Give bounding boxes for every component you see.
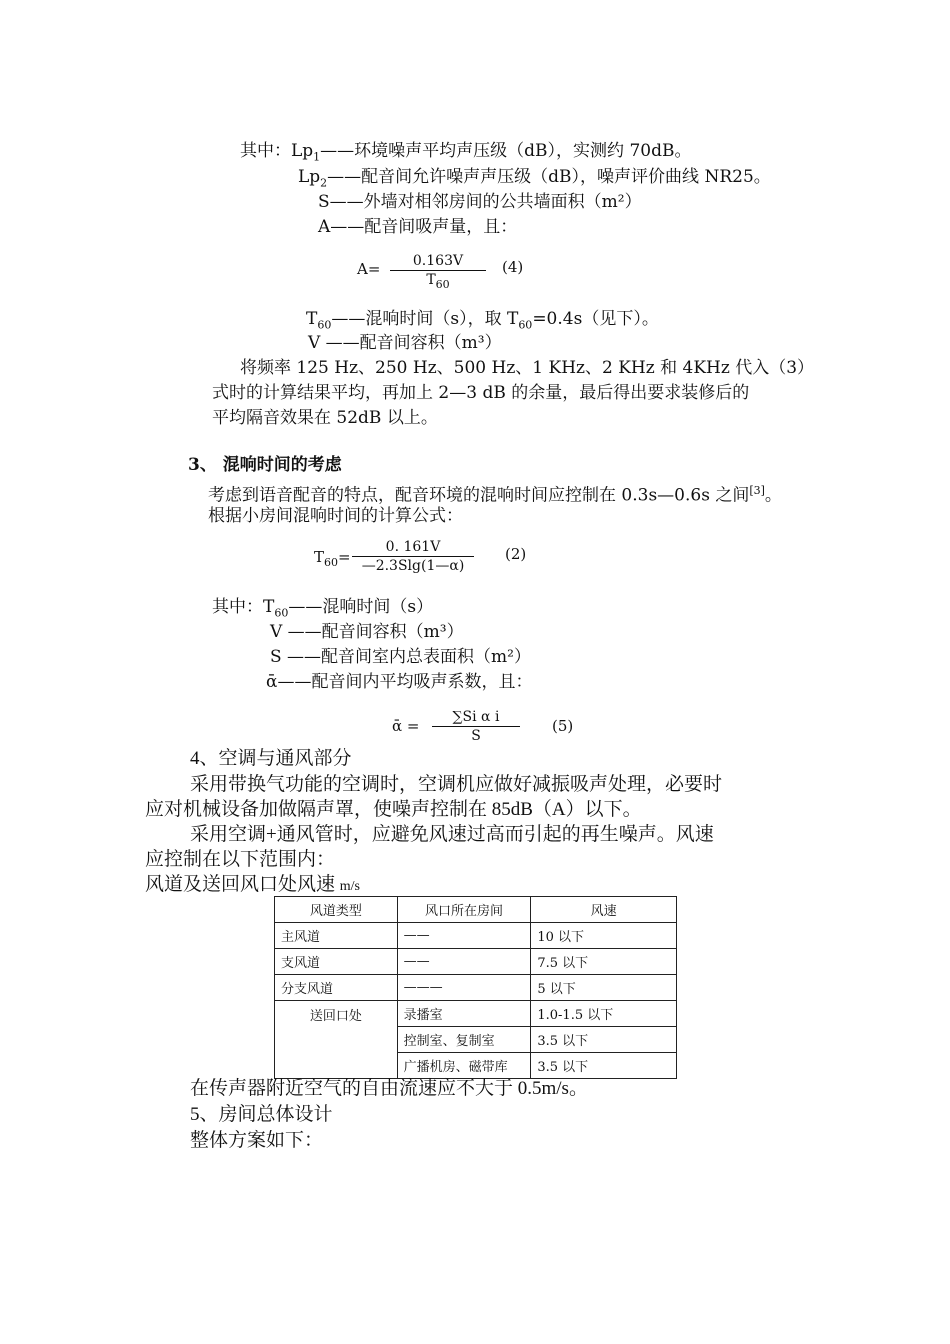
eq5-lhs: ᾱ = [392,717,420,735]
def-t60: $T_{60}——$混响时间（s），取 $T_{60}=0.4s$（见下）。 [306,309,659,332]
table-row [275,1001,677,1027]
section3-line1: 考虑到语音配音的特点，配音环境的混响时间应控制在 0.3s—0.6s 之间[3]。 [208,484,782,506]
para1-line3: 平均隔音效果在 52dB 以上。 [212,408,438,428]
table-cell: —— [397,923,531,949]
table-header: 风道类型 [275,897,398,923]
def-a: A——配音间吸声量，且： [318,217,518,237]
table-header-row [275,897,677,923]
section4-p2-line2: 应控制在以下范围内： [145,849,336,870]
section3-line2: 根据小房间混响时间的计算公式： [208,506,463,526]
table-header: 风速 [531,897,677,923]
section4-p1-line2: 应对机械设备加做隔声罩，使噪声控制在 85dB（A）以下。 [145,799,642,820]
def-lp1: 其中：$Lp_1——$环境噪声平均声压级（dB），实测约 70dB。 [240,141,692,164]
para1-line2: 式时的计算结果平均，再加上 2—3 dB 的余量，最后得出要求装修后的 [212,383,750,403]
eq4-number: (4) [502,258,524,276]
def-v: V ——配音间容积（m³） [308,333,502,353]
air-speed-table [274,896,677,1079]
def3-s: S ——配音间室内总表面积（m²） [270,647,531,667]
after-table-text: 在传声器附近空气的自由流速应不大于 0.5m/s。 [190,1078,588,1099]
table-caption: 风道及送回风口处风速 m/s [145,874,360,895]
eq4-fraction: $\frac{0.163V}{T_{60}}$ [390,252,486,294]
eq5-fraction: $\frac{\text{∑Si α i}}{S}$ [432,708,520,745]
table-header: 风口所在房间 [397,897,531,923]
table-cell: 10 以下 [531,923,677,949]
para1-line1: 将频率 125 Hz、250 Hz、500 Hz、1 KHz、2 KHz 和 4KHz 代入（3） [240,358,815,378]
section4-heading: 4、空调与通风部分 [190,748,352,769]
def-s: S——外墙对相邻房间的公共墙面积（m²） [318,192,642,212]
eq4-lhs: A= [357,260,381,278]
eq2-number: (2) [505,545,527,563]
def-lp2: $Lp_2——$配音间允许噪声声压级（dB），噪声评价曲线 NR25。 [298,167,771,190]
table-cell: 控制室、复制室 [397,1027,531,1053]
table-cell: 5 以下 [531,975,677,1001]
table-cell: ——— [397,975,531,1001]
section5-line1: 整体方案如下： [190,1130,324,1151]
section5-heading: 5、房间总体设计 [190,1104,333,1125]
table-cell: 录播室 [397,1001,531,1027]
table-cell: 3.5 以下 [531,1027,677,1053]
def3-v: V ——配音间容积（m³） [270,622,464,642]
table-cell: —— [397,949,531,975]
table-row [275,949,677,975]
table-cell: 支风道 [275,949,398,975]
section4-p2-line1: 采用空调+通风管时，应避免风速过高而引起的再生噪声。风速 [190,824,714,845]
table-cell: 分支风道 [275,975,398,1001]
table-row [275,923,677,949]
eq5-number: (5) [552,717,574,735]
table-cell: 广播机房、磁带库 [397,1053,531,1079]
table-group-label: 送回口处 [275,1001,398,1079]
def3-t60: 其中：$T_{60}——$混响时间（s） [212,597,434,620]
def3-alpha: ᾱ——配音间内平均吸声系数，且： [266,672,533,692]
eq2-lhs: $T_{60}=$ [314,548,351,569]
table-cell: 主风道 [275,923,398,949]
section4-p1-line1: 采用带换气功能的空调时，空调机应做好减振吸声处理，必要时 [190,774,723,795]
table-cell: 7.5 以下 [531,949,677,975]
table-row [275,975,677,1001]
eq2-fraction: $\frac{0. 161V}{—2.3Slg(1—\alpha)}$ [352,538,474,575]
section3-heading: 3、 混响时间的考虑 [188,455,342,475]
table-cell: 1.0-1.5 以下 [531,1001,677,1027]
table-cell: 3.5 以下 [531,1053,677,1079]
